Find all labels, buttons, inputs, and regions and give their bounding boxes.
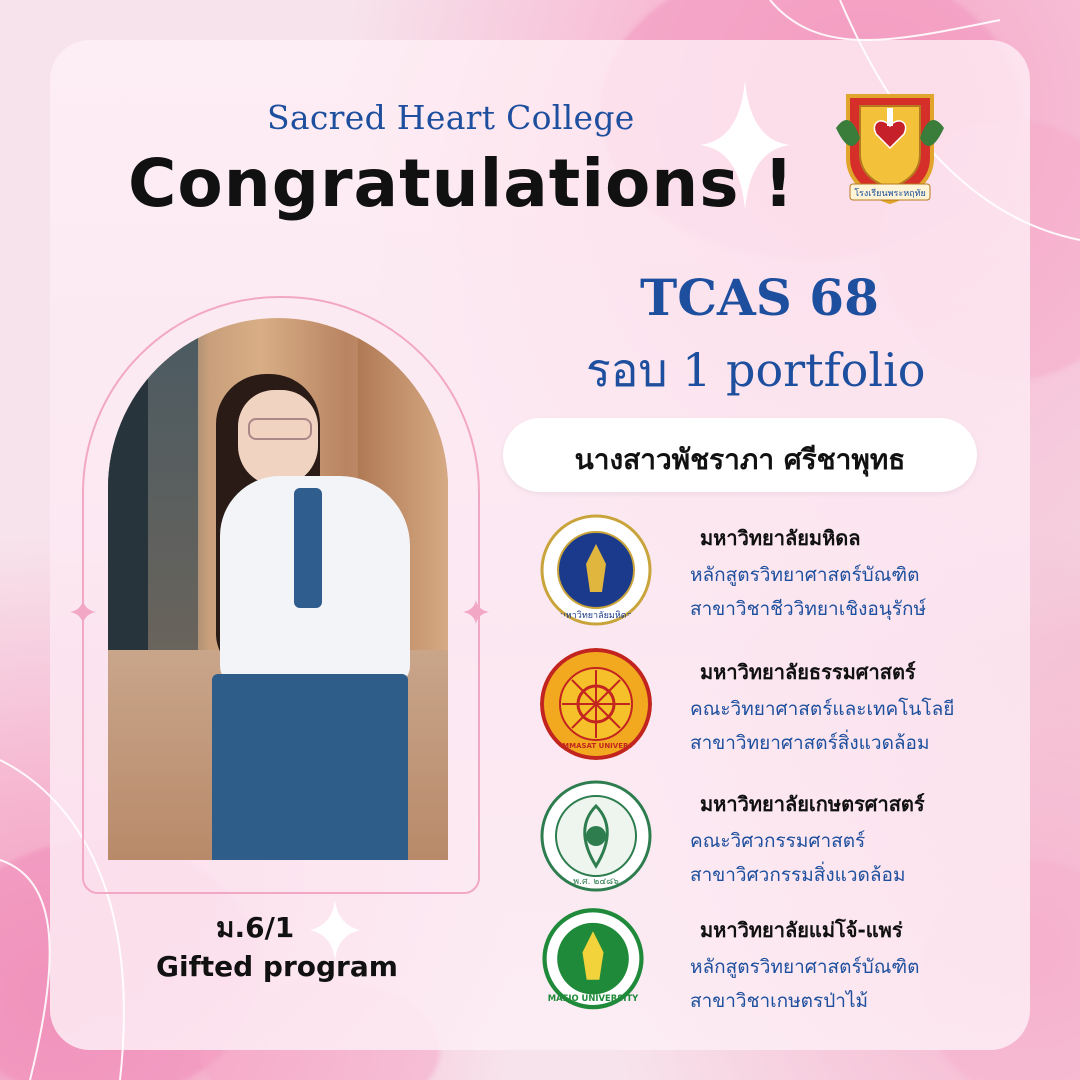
admission-round: รอบ 1 portfolio: [586, 343, 926, 397]
kasetsart-seal-icon: [540, 780, 652, 892]
tcas-title: TCAS 68: [640, 268, 879, 327]
university-program: หลักสูตรวิทยาศาสตร์บัณฑิต: [690, 564, 920, 586]
student-class: ม.6/1: [216, 911, 295, 944]
student-name: นางสาวพัชราภา ศรีชาพุทธ: [574, 443, 906, 476]
university-name: มหาวิทยาลัยธรรมศาสตร์: [700, 660, 916, 684]
thammasat-seal-text: THAMMASAT UNIVERSITY: [546, 742, 646, 750]
university-program: คณะวิทยาศาสตร์และเทคโนโลยี: [690, 698, 955, 720]
university-major: สาขาวิชาเกษตรป่าไม้: [690, 990, 869, 1012]
student-program: Gifted program: [156, 950, 398, 983]
university-entry: [540, 648, 980, 768]
university-name: มหาวิทยาลัยเกษตรศาสตร์: [700, 792, 925, 816]
school-crest-icon: [830, 88, 950, 206]
university-major: สาขาวิศวกรรมสิ่งแวดล้อม: [690, 864, 906, 886]
university-program: หลักสูตรวิทยาศาสตร์บัณฑิต: [690, 956, 920, 978]
university-entry: [540, 780, 980, 900]
maejo-seal-text: MAEJO UNIVERSITY: [547, 992, 639, 1003]
kasetsart-seal-text: พ.ศ. ๒๔๘๖: [573, 877, 619, 887]
university-major: สาขาวิทยาศาสตร์สิ่งแวดล้อม: [690, 732, 930, 754]
university-name: มหาวิทยาลัยมหิดล: [700, 526, 861, 550]
student-name-pill: [503, 418, 977, 492]
crest-text: โรงเรียนพระหฤทัย: [854, 189, 926, 199]
headline: Congratulations !: [128, 145, 795, 222]
thammasat-seal-icon: [540, 648, 652, 760]
maejo-seal-icon: [528, 906, 658, 1024]
university-name: มหาวิทยาลัยแม่โจ้-แพร่: [700, 918, 903, 942]
student-photo: [108, 318, 448, 860]
university-entry: [540, 514, 980, 634]
university-major: สาขาวิชาชีววิทยาเชิงอนุรักษ์: [690, 598, 927, 620]
mahidol-seal-icon: [540, 514, 652, 626]
mahidol-seal-text: มหาวิทยาลัยมหิดล: [559, 611, 633, 621]
school-name: Sacred Heart College: [267, 98, 635, 137]
university-program: คณะวิศวกรรมศาสตร์: [690, 830, 866, 852]
university-entry: [540, 906, 980, 1036]
